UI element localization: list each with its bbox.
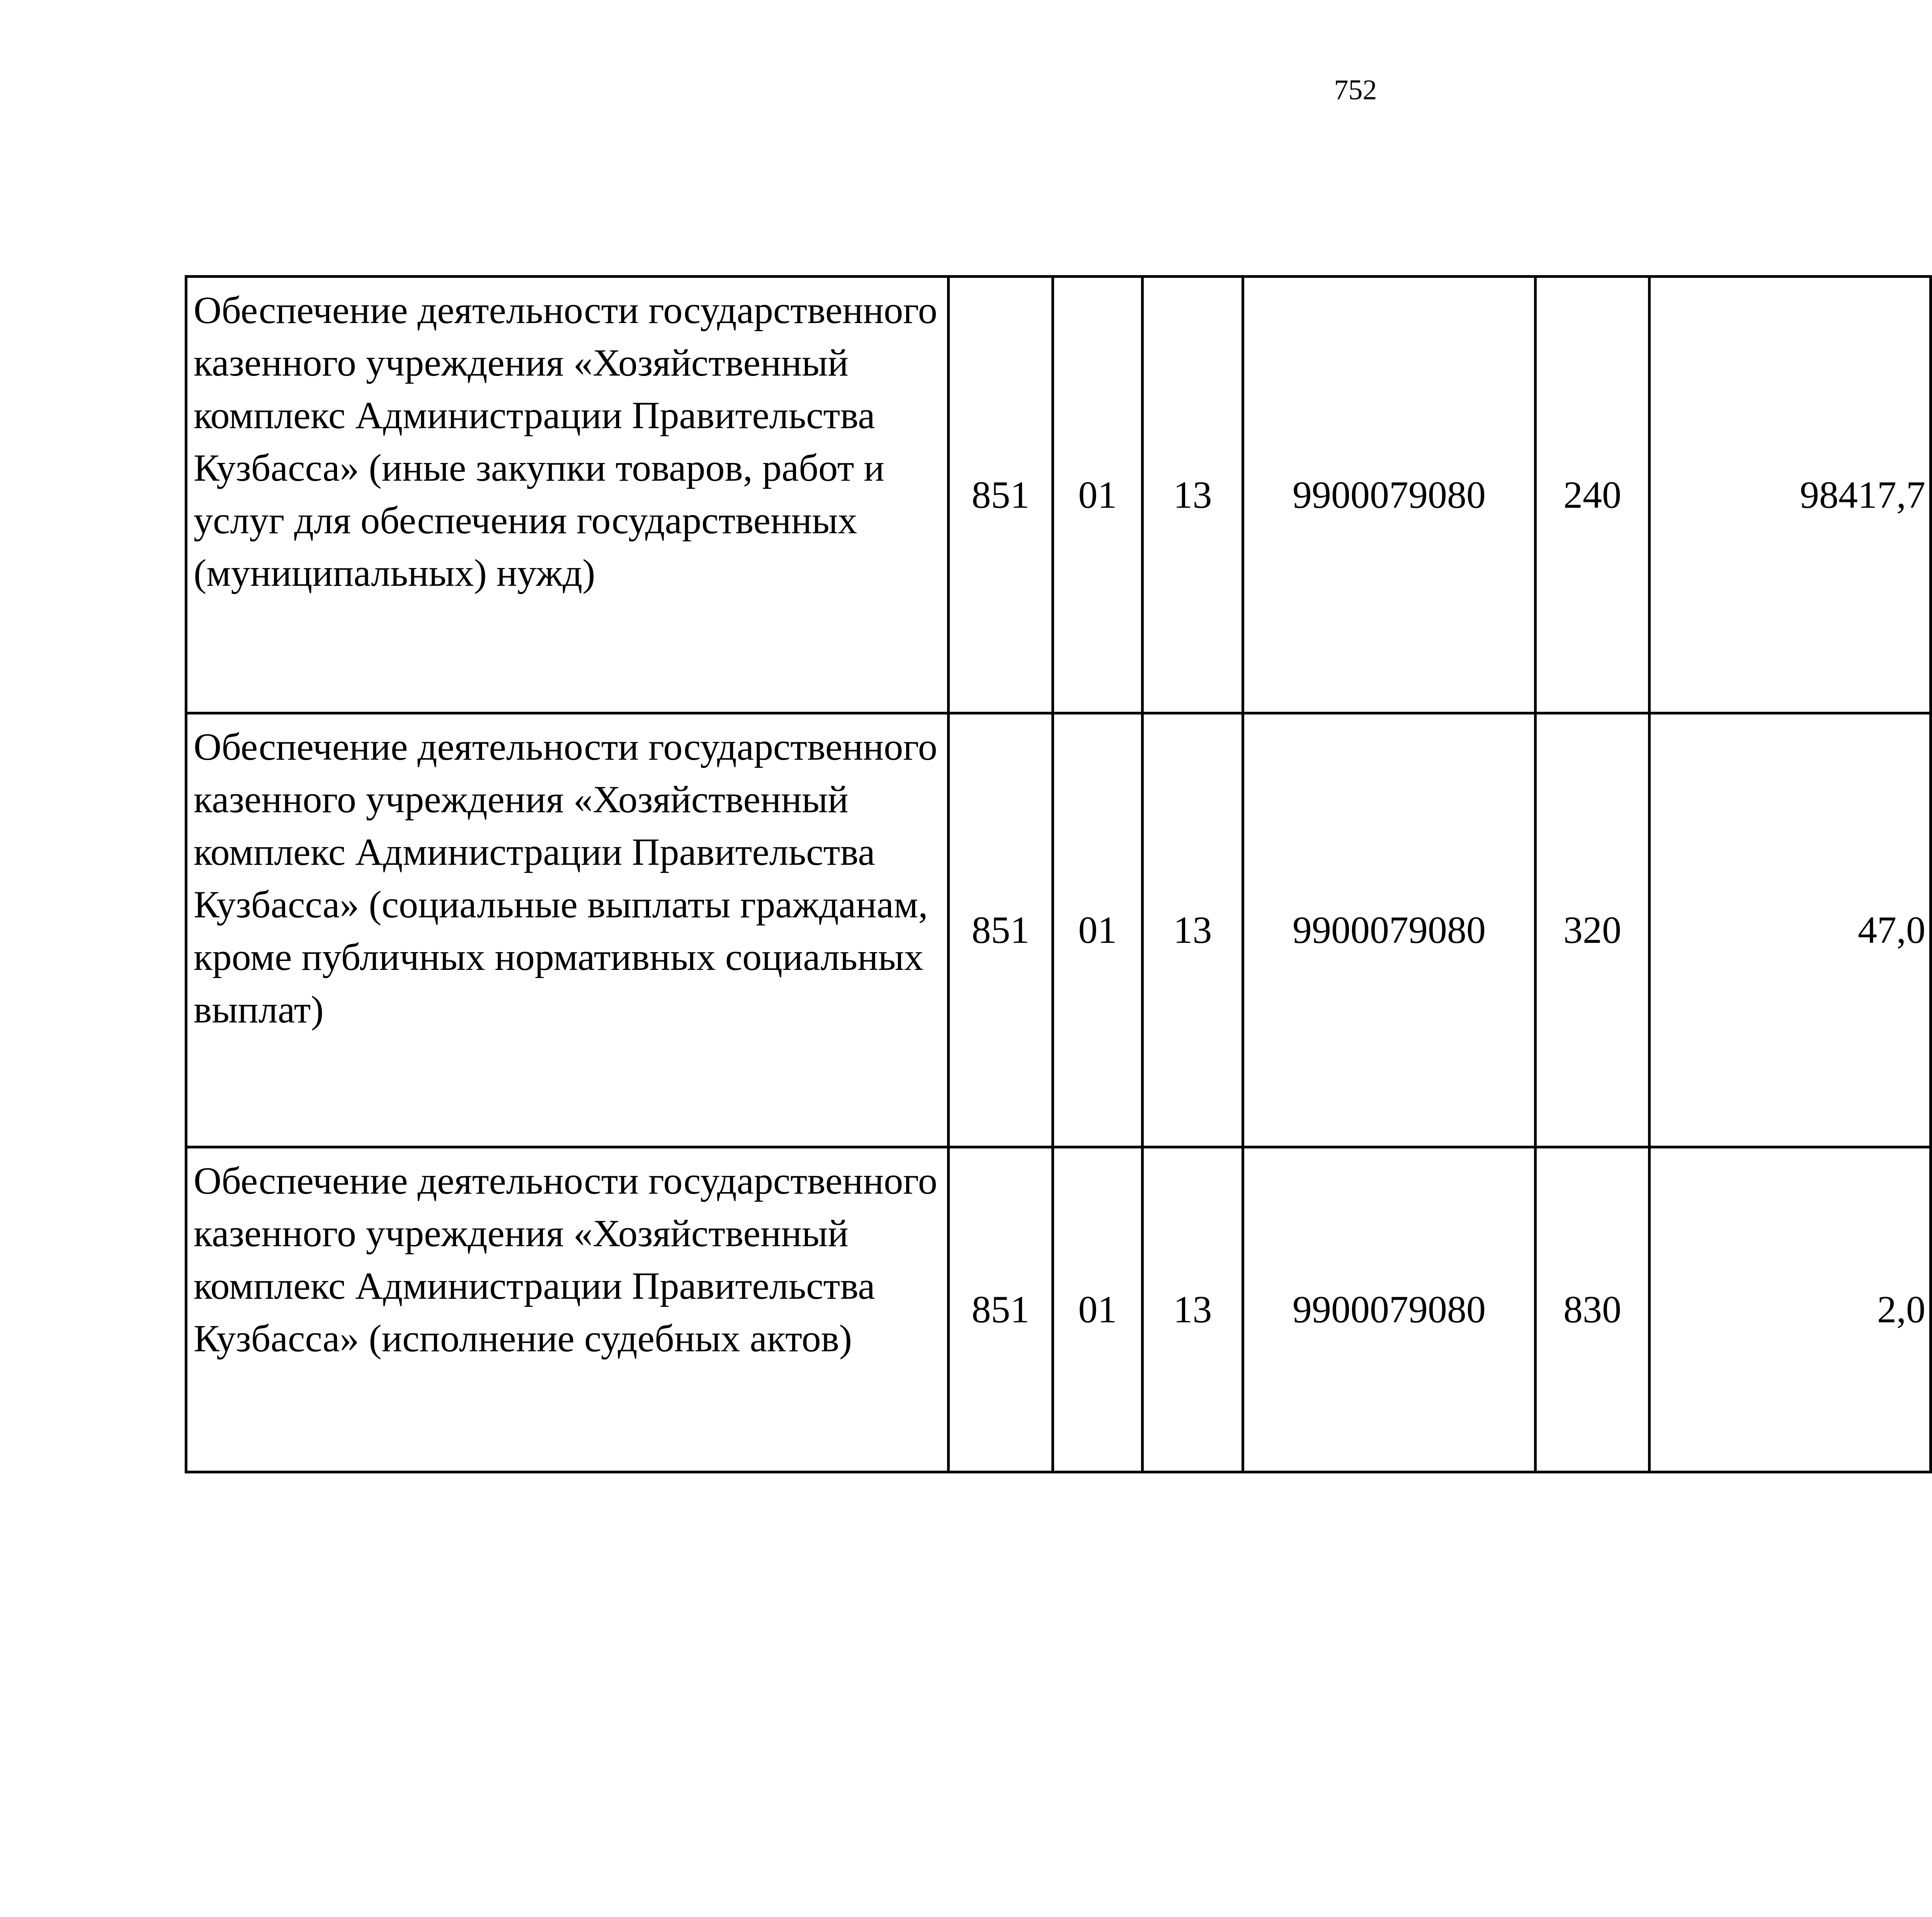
amount-year-2 [1931,277,1932,713]
ministry-code: 851 [949,1147,1053,1472]
target-article-code: 9900079080 [1243,1147,1536,1472]
subsection-code: 13 [1143,1147,1243,1472]
table-row [186,277,1932,713]
amount-year-1: 2,0 [1650,1147,1931,1472]
ministry-code: 851 [949,277,1053,713]
row-description: Обеспечение деятельности государственного казенного учреждения «Хозяйственный комплекс Администрации Правительства Кузбасса» (исполнение судебных актов) [186,1147,949,1472]
section-code: 01 [1053,277,1143,713]
budget-table [185,275,1932,1473]
row-description: Обеспечение деятельности государственного казенного учреждения «Хозяйственный комплекс Администрации Правительства Кузбасса» (иные закупки товаров, работ и услуг для обеспечения государственных (муниципальных) нужд) [186,277,949,713]
expense-type-code: 240 [1536,277,1650,713]
table-row [186,713,1932,1147]
target-article-code: 9900079080 [1243,713,1536,1147]
ministry-code: 851 [949,713,1053,1147]
amount-year-2 [1931,1147,1932,1472]
amount-year-1: 98417,7 [1650,277,1931,713]
amount-year-2 [1931,713,1932,1147]
page-number: 752 [1334,74,1377,106]
expense-type-code: 320 [1536,713,1650,1147]
target-article-code: 9900079080 [1243,277,1536,713]
subsection-code: 13 [1143,713,1243,1147]
section-code: 01 [1053,713,1143,1147]
subsection-code: 13 [1143,277,1243,713]
row-description: Обеспечение деятельности государственного казенного учреждения «Хозяйственный комплекс Администрации Правительства Кузбасса» (социальные выплаты гражданам, кроме публичных нормативных социальных выплат) [186,713,949,1147]
section-code: 01 [1053,1147,1143,1472]
amount-year-1: 47,0 [1650,713,1931,1147]
table-row [186,1147,1932,1472]
expense-type-code: 830 [1536,1147,1650,1472]
